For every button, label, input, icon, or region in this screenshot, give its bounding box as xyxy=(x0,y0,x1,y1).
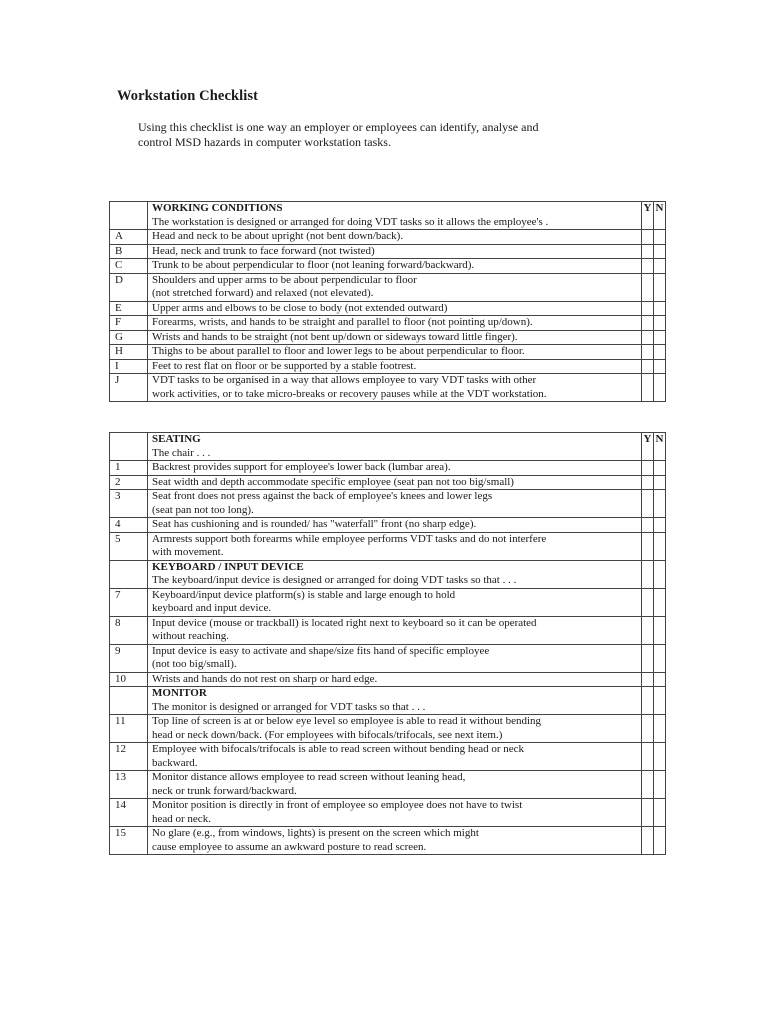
yes-checkbox[interactable] xyxy=(642,359,654,374)
item-text-line: Seat has cushioning and is rounded/ has "waterfall" front (no sharp edge). xyxy=(152,518,477,530)
item-text-line: (seat pan not too long). xyxy=(152,503,254,516)
no-checkbox[interactable] xyxy=(654,490,666,518)
intro-line: Using this checklist is one way an employer or employees can identify, analyse and xyxy=(138,120,539,134)
item-text xyxy=(148,743,642,771)
section-header-cell xyxy=(148,433,642,461)
item-text xyxy=(148,518,642,533)
yes-checkbox[interactable] xyxy=(642,316,654,331)
no-checkbox[interactable] xyxy=(654,616,666,644)
section-header-row xyxy=(110,560,666,588)
item-code: 2 xyxy=(110,475,148,490)
item-text xyxy=(148,827,642,855)
checklist-row xyxy=(110,588,666,616)
item-code: 4 xyxy=(110,518,148,533)
checklist-row xyxy=(110,743,666,771)
item-text xyxy=(148,273,642,301)
no-checkbox[interactable] xyxy=(654,461,666,476)
yes-checkbox[interactable] xyxy=(642,259,654,274)
section-heading: MONITOR xyxy=(152,687,207,699)
item-text xyxy=(148,244,642,259)
item-text-line: Forearms, wrists, and hands to be straight and parallel to floor (not pointing up/down). xyxy=(152,316,533,328)
item-text-line: Input device is easy to activate and shape/size fits hand of specific employee xyxy=(152,644,490,657)
item-text-line: Employee with bifocals/trifocals is able to read screen without bending head or neck xyxy=(152,743,525,755)
item-text xyxy=(148,799,642,827)
no-checkbox[interactable] xyxy=(654,345,666,360)
section-heading: WORKING CONDITIONS xyxy=(152,202,283,214)
checklist-row xyxy=(110,771,666,799)
section-header-cell xyxy=(148,202,642,230)
checklist-row xyxy=(110,461,666,476)
yes-checkbox[interactable] xyxy=(642,475,654,490)
yes-column-header: Y xyxy=(642,433,654,461)
checklist-row xyxy=(110,244,666,259)
section-subheading: The workstation is designed or arranged for doing VDT tasks so it allows the employee's . xyxy=(152,215,549,228)
item-text-line: Input device (mouse or trackball) is located right next to keyboard so it can be operated xyxy=(152,616,537,629)
checklist-row xyxy=(110,374,666,402)
item-code: 8 xyxy=(110,616,148,644)
item-code: 9 xyxy=(110,644,148,672)
item-text xyxy=(148,259,642,274)
yes-checkbox[interactable] xyxy=(642,244,654,259)
item-text xyxy=(148,316,642,331)
item-text-line: keyboard and input device. xyxy=(152,602,272,614)
item-code: B xyxy=(110,244,148,259)
item-text-line: Armrests support both forearms while employee performs VDT tasks and do not interfere xyxy=(152,532,547,545)
yes-checkbox[interactable] xyxy=(642,644,654,672)
item-code: C xyxy=(110,259,148,274)
checklist-row xyxy=(110,230,666,245)
section-header-cell xyxy=(148,560,642,588)
item-code: E xyxy=(110,301,148,316)
section-header-row xyxy=(110,202,666,230)
checklist-row xyxy=(110,532,666,560)
section-header-cell xyxy=(148,687,642,715)
item-text-line: Monitor position is directly in front of employee so employee does not have to twist xyxy=(152,799,523,811)
yes-checkbox[interactable] xyxy=(642,715,654,743)
section-header-row xyxy=(110,687,666,715)
yes-column-header: Y xyxy=(642,202,654,230)
item-text-line: Head, neck and trunk to face forward (not twisted) xyxy=(152,244,375,257)
item-text-line: Seat front does not press against the back of employee's knees and lower legs xyxy=(152,490,493,502)
item-text-line: No glare (e.g., from windows, lights) is present on the screen which might xyxy=(152,827,479,839)
item-text xyxy=(148,475,642,490)
code-cell xyxy=(110,433,148,461)
no-checkbox[interactable] xyxy=(654,330,666,345)
item-text-line: Backrest provides support for employee's lower back (lumbar area). xyxy=(152,461,451,473)
no-checkbox[interactable] xyxy=(654,672,666,687)
no-checkbox[interactable] xyxy=(654,316,666,331)
item-code: 12 xyxy=(110,743,148,771)
no-checkbox[interactable] xyxy=(654,374,666,402)
no-checkbox[interactable] xyxy=(654,475,666,490)
no-column-header: N xyxy=(654,202,666,230)
item-text xyxy=(148,588,642,616)
yes-checkbox[interactable] xyxy=(642,518,654,533)
item-code: 15 xyxy=(110,827,148,855)
item-text xyxy=(148,771,642,799)
checklist-row xyxy=(110,359,666,374)
item-text-line: VDT tasks to be organised in a way that allows employee to vary VDT tasks with other xyxy=(152,374,537,386)
item-text-line: head or neck. xyxy=(152,812,211,825)
document-title: Workstation Checklist xyxy=(117,88,259,104)
yes-checkbox[interactable] xyxy=(642,771,654,799)
checklist-row xyxy=(110,259,666,274)
item-code: 3 xyxy=(110,490,148,518)
item-text-line: cause employee to assume an awkward posture to read screen. xyxy=(152,840,427,853)
yes-checkbox[interactable] xyxy=(642,461,654,476)
intro-line: control MSD hazards in computer workstation tasks. xyxy=(138,134,391,149)
item-text-line: with movement. xyxy=(152,546,224,558)
no-checkbox[interactable] xyxy=(654,687,666,715)
item-code: H xyxy=(110,345,148,360)
yes-checkbox[interactable] xyxy=(642,230,654,245)
no-checkbox[interactable] xyxy=(654,359,666,374)
no-checkbox[interactable] xyxy=(654,588,666,616)
checklist-row xyxy=(110,475,666,490)
item-text-line: Trunk to be about perpendicular to floor (not leaning forward/backward). xyxy=(152,259,475,271)
yes-checkbox[interactable] xyxy=(642,743,654,771)
item-text-line: Feet to rest flat on floor or be supported by a stable footrest. xyxy=(152,359,417,372)
no-checkbox[interactable] xyxy=(654,715,666,743)
yes-checkbox[interactable] xyxy=(642,345,654,360)
section-subheading: The chair . . . xyxy=(152,446,211,459)
no-checkbox[interactable] xyxy=(654,560,666,588)
item-code: 10 xyxy=(110,672,148,687)
checklist-row xyxy=(110,715,666,743)
no-checkbox[interactable] xyxy=(654,644,666,672)
item-text-line: (not stretched forward) and relaxed (not elevated). xyxy=(152,287,374,299)
item-text-line: Wrists and hands do not rest on sharp or hard edge. xyxy=(152,672,378,685)
yes-checkbox[interactable] xyxy=(642,827,654,855)
item-text-line: head or neck down/back. (For employees with bifocals/trifocals, see next item.) xyxy=(152,728,503,741)
item-text-line: Monitor distance allows employee to read screen without leaning head, xyxy=(152,771,466,783)
item-text xyxy=(148,330,642,345)
item-text-line: Wrists and hands to be straight (not bent up/down or sideways toward little finger). xyxy=(152,330,518,343)
item-text xyxy=(148,374,642,402)
item-code: J xyxy=(110,374,148,402)
item-code: D xyxy=(110,273,148,301)
item-text xyxy=(148,490,642,518)
item-code: 7 xyxy=(110,588,148,616)
item-text xyxy=(148,345,642,360)
no-checkbox[interactable] xyxy=(654,771,666,799)
checklist-row xyxy=(110,316,666,331)
section-heading: KEYBOARD / INPUT DEVICE xyxy=(152,560,304,573)
yes-checkbox[interactable] xyxy=(642,490,654,518)
item-text-line: Thighs to be about parallel to floor and lower legs to be about perpendicular to floor. xyxy=(152,345,525,357)
item-text xyxy=(148,616,642,644)
item-text-line: Seat width and depth accommodate specific employee (seat pan not too big/small) xyxy=(152,475,514,488)
checklist-row xyxy=(110,330,666,345)
intro-paragraph xyxy=(138,120,598,149)
item-code: A xyxy=(110,230,148,245)
item-text-line: neck or trunk forward/backward. xyxy=(152,784,297,797)
yes-checkbox[interactable] xyxy=(642,301,654,316)
code-cell xyxy=(110,202,148,230)
checklist-row xyxy=(110,490,666,518)
no-checkbox[interactable] xyxy=(654,518,666,533)
section-subheading: The monitor is designed or arranged for VDT tasks so that . . . xyxy=(152,700,426,713)
item-code: I xyxy=(110,359,148,374)
code-cell xyxy=(110,687,148,715)
yes-checkbox[interactable] xyxy=(642,672,654,687)
item-text-line: Upper arms and elbows to be close to body (not extended outward) xyxy=(152,301,448,314)
no-checkbox[interactable] xyxy=(654,230,666,245)
section-header-row xyxy=(110,433,666,461)
item-code: F xyxy=(110,316,148,331)
checklist-row xyxy=(110,799,666,827)
item-text-line: work activities, or to take micro-breaks or recovery pauses while at the VDT workstation. xyxy=(152,387,547,400)
yes-checkbox[interactable] xyxy=(642,560,654,588)
yes-checkbox[interactable] xyxy=(642,532,654,560)
section-heading: SEATING xyxy=(152,433,201,445)
seating-keyboard-monitor-table xyxy=(109,432,666,855)
yes-checkbox[interactable] xyxy=(642,273,654,301)
no-checkbox[interactable] xyxy=(654,273,666,301)
checklist-row xyxy=(110,518,666,533)
yes-checkbox[interactable] xyxy=(642,799,654,827)
working-conditions-table xyxy=(109,201,666,402)
no-checkbox[interactable] xyxy=(654,799,666,827)
checklist-row xyxy=(110,345,666,360)
checklist-row xyxy=(110,273,666,301)
no-checkbox[interactable] xyxy=(654,301,666,316)
no-checkbox[interactable] xyxy=(654,259,666,274)
item-text-line: Shoulders and upper arms to be about perpendicular to floor xyxy=(152,273,417,286)
item-text-line: backward. xyxy=(152,756,198,769)
no-column-header: N xyxy=(654,433,666,461)
no-checkbox[interactable] xyxy=(654,743,666,771)
item-text xyxy=(148,359,642,374)
no-checkbox[interactable] xyxy=(654,244,666,259)
item-code: 13 xyxy=(110,771,148,799)
section-subheading: The keyboard/input device is designed or arranged for doing VDT tasks so that . . . xyxy=(152,574,517,586)
yes-checkbox[interactable] xyxy=(642,374,654,402)
item-text-line: (not too big/small). xyxy=(152,658,237,670)
yes-checkbox[interactable] xyxy=(642,330,654,345)
item-text-line: without reaching. xyxy=(152,630,229,642)
no-checkbox[interactable] xyxy=(654,532,666,560)
item-code: 5 xyxy=(110,532,148,560)
item-code: 1 xyxy=(110,461,148,476)
item-text xyxy=(148,532,642,560)
checklist-row xyxy=(110,301,666,316)
yes-checkbox[interactable] xyxy=(642,687,654,715)
item-text-line: Top line of screen is at or below eye level so employee is able to read it without bending xyxy=(152,715,542,727)
checklist-row xyxy=(110,672,666,687)
checklist-row xyxy=(110,616,666,644)
code-cell xyxy=(110,560,148,588)
item-text xyxy=(148,715,642,743)
yes-checkbox[interactable] xyxy=(642,588,654,616)
item-text xyxy=(148,461,642,476)
yes-checkbox[interactable] xyxy=(642,616,654,644)
item-code: 14 xyxy=(110,799,148,827)
item-text xyxy=(148,672,642,687)
item-text xyxy=(148,301,642,316)
item-text xyxy=(148,644,642,672)
no-checkbox[interactable] xyxy=(654,827,666,855)
item-code: G xyxy=(110,330,148,345)
item-text xyxy=(148,230,642,245)
item-text-line: Keyboard/input device platform(s) is stable and large enough to hold xyxy=(152,588,456,601)
item-code: 11 xyxy=(110,715,148,743)
item-text-line: Head and neck to be about upright (not bent down/back). xyxy=(152,230,404,242)
checklist-row xyxy=(110,644,666,672)
checklist-row xyxy=(110,827,666,855)
